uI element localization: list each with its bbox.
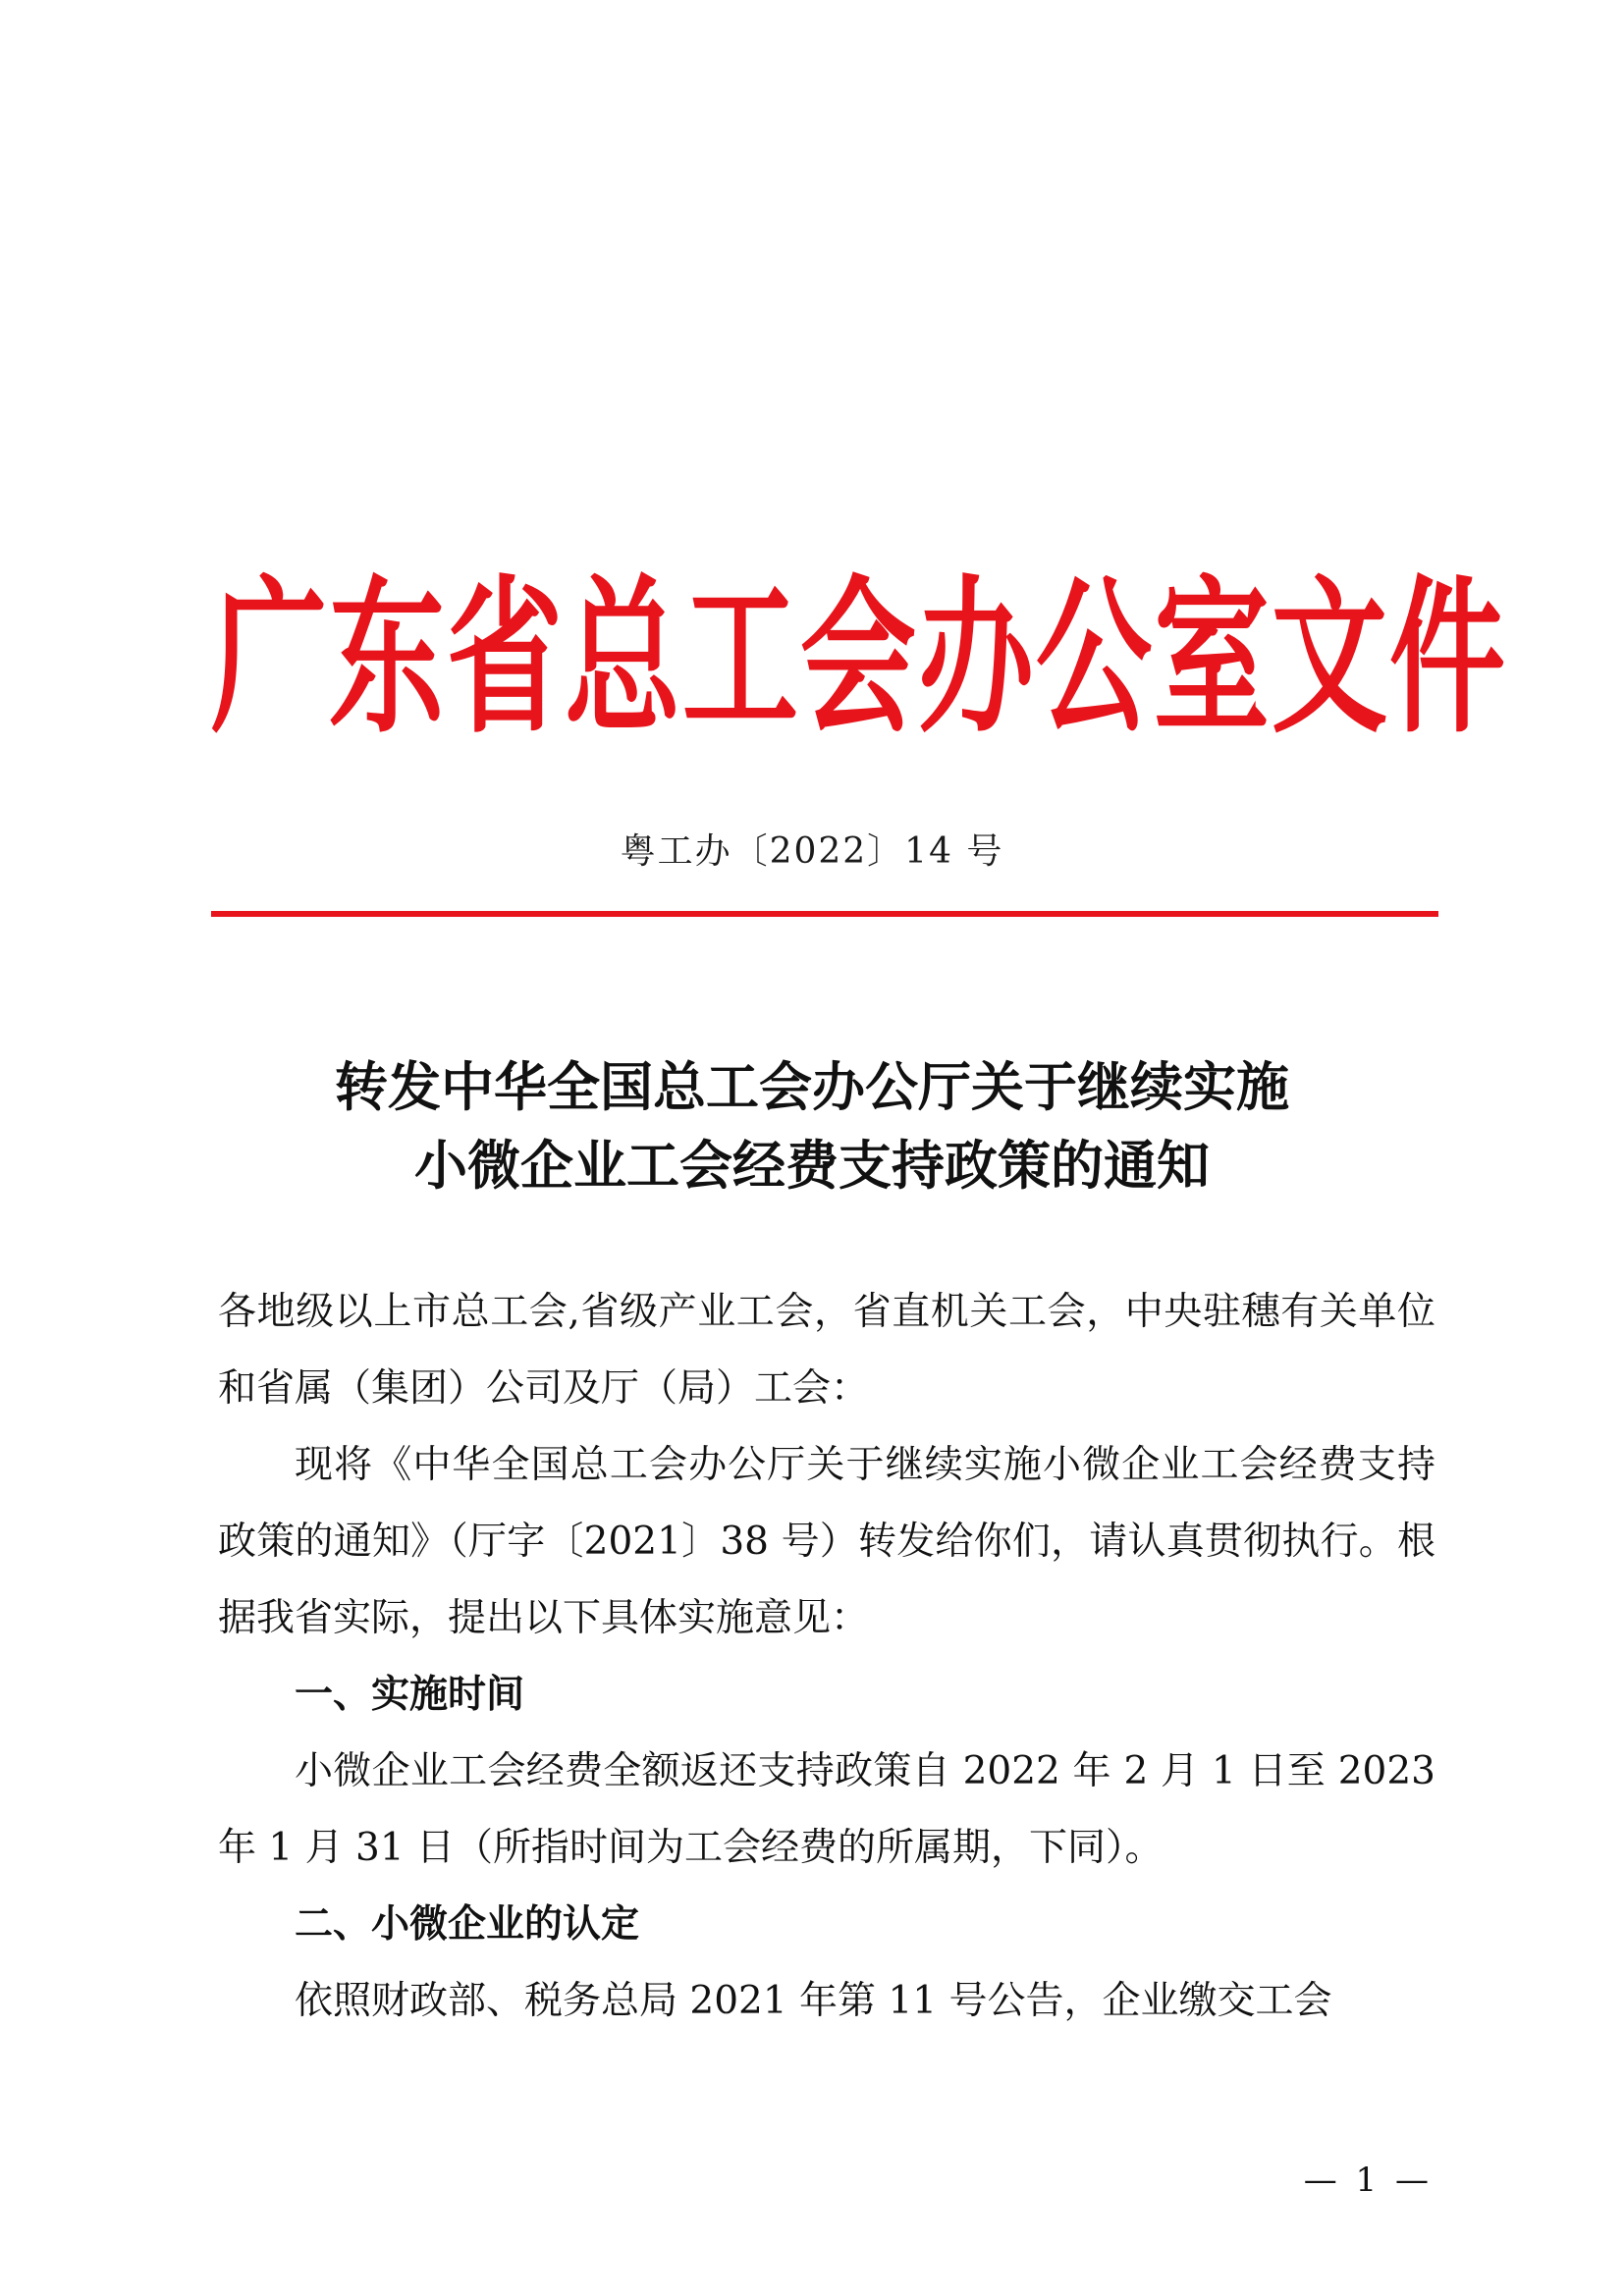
salutation: 各地级以上市总工会,省级产业工会，省直机关工会，中央驻穗有关单位和省属（集团）公司及厅（局）工会： [218, 1290, 1435, 1411]
notice-title-line-1: 转发中华全国总工会办公厅关于继续实施 [335, 1056, 1289, 1118]
section-heading-2: 二、小微企业的认定 [295, 1902, 640, 1947]
page-number: — 1 — [1303, 2161, 1433, 2200]
notice-title-line-2: 小微企业工会经费支持政策的通知 [414, 1135, 1210, 1197]
red-header-title: 广东省总工会办公室文件 [211, 559, 1508, 757]
document-number: 粤工办〔2022〕14 号 [620, 831, 1004, 872]
section-2-paragraph: 依照财政部、税务总局 2021 年第 11 号公告，企业缴交工会 [295, 1979, 1332, 2023]
body-text [218, 1274, 1435, 2040]
red-separator-line [211, 911, 1438, 917]
intro-paragraph: 现将《中华全国总工会办公厅关于继续实施小微企业工会经费支持政策的通知》（厅字〔2021〕38 号）转发给你们，请认真贯彻执行。根据我省实际，提出以下具体实施意见： [218, 1443, 1435, 1640]
section-1-paragraph: 小微企业工会经费全额返还支持政策自 2022 年 2 月 1 日至 2023 年 1 月 31 日（所指时间为工会经费的所属期，下同）。 [218, 1749, 1435, 1870]
section-heading-1: 一、实施时间 [295, 1673, 525, 1717]
